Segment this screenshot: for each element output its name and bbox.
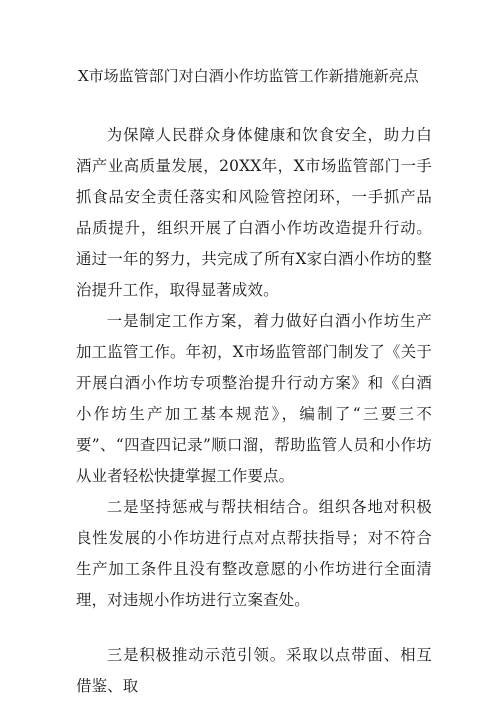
document-title: X市场监管部门对白酒小作坊监管工作新措施新亮点: [78, 67, 419, 85]
document-body: [76, 120, 432, 702]
paragraph-intro: 为保障人民群众身体健康和饮食安全，助力白酒产业高质量发展，20XX年，X市场监管部门一手抓食品安全责任落实和风险管控闭环，一手抓产品品质提升，组织开展了白酒小作坊改造提升行动。通过一年的努力，共完成了所有X家白酒小作坊的整治提升工作，取得显著成效。: [76, 126, 432, 299]
paragraph-point-three: 三是积极推动示范引领。采取以点带面、相互借鉴、取: [76, 646, 432, 695]
paragraph-point-one: 一是制定工作方案，着力做好白酒小作坊生产加工监管工作。年初，X市场监管部门制发了《关于开展白酒小作坊专项整治提升行动方案》和《白酒小作坊生产加工基本规范》，编制了“三要三不要”、“四查四记录”顺口溜，帮助监管人员和小作坊从业者轻松快捷掌握工作要点。: [76, 312, 432, 485]
paragraph-point-two: 二是坚持惩戒与帮扶相结合。组织各地对积极良性发展的小作坊进行点对点帮扶指导；对不符合生产加工条件且没有整改意愿的小作坊进行全面清理，对违规小作坊进行立案查处。: [76, 498, 432, 609]
